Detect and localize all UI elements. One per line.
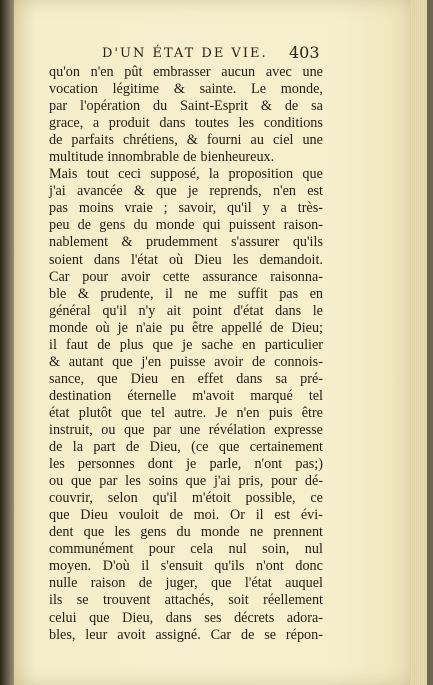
body-text — [49, 64, 323, 644]
text-line: que Dieu vouloit de moi. Or il est évi- — [49, 507, 323, 524]
text-line: état plutôt que tel autre. Je n'en puis être — [49, 404, 323, 421]
book-binding — [0, 0, 14, 685]
text-line: ils se trouvent attachés, soit réellement — [49, 592, 323, 609]
text-line: nulle raison de juger, que l'état auquel — [49, 575, 323, 592]
text-line: couvrir, selon qu'il m'étoit possible, ce — [49, 490, 323, 507]
text-line: destination éternelle m'avoit marqué tel — [49, 387, 323, 404]
text-line: soient dans l'état où Dieu les demandoit. — [49, 251, 323, 268]
text-line: les personnes dont je parle, n'ont pas;) — [49, 456, 323, 473]
text-line: Car pour avoir cette assurance raisonna- — [49, 268, 323, 285]
text-line: pas moins vraie ; savoir, qu'il y a très- — [49, 200, 323, 217]
text-line: il faut de plus que je sache en particulier — [49, 336, 323, 353]
text-line: dent que les gens du monde ne prennent — [49, 524, 323, 541]
text-line: multitude innombrable de bienheureux. — [49, 149, 275, 166]
text-line: de la part de Dieu, (ce que certainement — [49, 439, 323, 456]
text-line: celui que Dieu, dans ses décrets adora- — [49, 609, 323, 626]
text-line: vocation légitime & sainte. Le monde, — [49, 81, 323, 98]
text-line: j'ai avancée & que je reprends, n'en est — [49, 183, 323, 200]
text-line: de parfaits chrétiens, & fourni au ciel une — [49, 132, 323, 149]
text-line: & autant que j'en puisse avoir de connois- — [49, 353, 323, 370]
text-line: communément pour cela nul soin, nul — [49, 541, 323, 558]
text-line: par l'opération du Saint-Esprit & de sa — [49, 98, 323, 115]
text-line: moyen. D'où il s'ensuit qu'ils n'ont donc — [49, 558, 323, 575]
page-edges — [410, 0, 433, 685]
text-line: monde où je n'aie pu être appellé de Dieu; — [49, 319, 323, 336]
text-line: général qu'il n'y ait point d'état dans le — [49, 302, 323, 319]
text-line: ble & prudente, il ne me suffit pas en — [49, 285, 323, 302]
text-line: peu de gens du monde qui puissent raison- — [49, 217, 323, 234]
text-line: nablement & prudemment s'assurer qu'ils — [49, 234, 323, 251]
text-line: qu'on n'en pût embrasser aucun avec une — [49, 64, 323, 80]
text-line: instruit, ou que par une révélation expresse — [49, 421, 323, 438]
page-number: 403 — [289, 43, 320, 62]
text-line: grace, a produit dans toutes les conditions — [49, 115, 323, 132]
running-header: D'UN ÉTAT DE VIE. — [102, 46, 268, 61]
text-line: ou que par les soins que j'ai pris, pour dé- — [49, 473, 323, 490]
text-line: sance, que Dieu en effet dans sa pré- — [49, 370, 323, 387]
text-line: Mais tout ceci supposé, la proposition que — [49, 166, 323, 183]
text-line: bles, leur avoit assigné. Car de se répon- — [49, 626, 323, 643]
